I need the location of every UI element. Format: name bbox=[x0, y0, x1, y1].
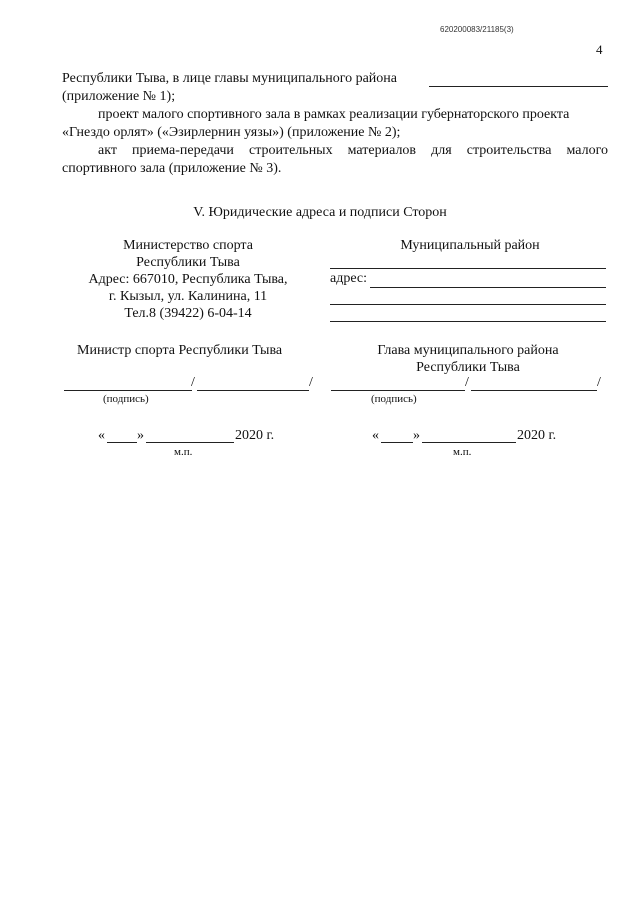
signature-line bbox=[64, 390, 192, 391]
right-party-name: Муниципальный район bbox=[400, 238, 540, 253]
right-party-address-label: адрес: bbox=[330, 271, 368, 286]
left-party-phone: Тел.8 (39422) 6-04-14 bbox=[124, 306, 252, 321]
blank-line bbox=[429, 86, 608, 87]
blank-line bbox=[330, 268, 606, 269]
blank-line bbox=[330, 304, 606, 305]
signature-slash: / bbox=[597, 375, 601, 390]
body-line-5: акт приема-передачи строительных материалов для строительства малого bbox=[98, 143, 608, 158]
seal-label: м.п. bbox=[174, 446, 193, 458]
date-close-quote: » bbox=[413, 428, 420, 443]
page-number: 4 bbox=[596, 42, 603, 57]
date-day-line bbox=[381, 442, 413, 443]
signature-slash: / bbox=[309, 375, 313, 390]
date-day-line bbox=[107, 442, 137, 443]
body-line-4: «Гнездо орлят» («Эзирлернин уязы») (приложение № 2); bbox=[62, 125, 401, 140]
body-line-2: (приложение № 1); bbox=[62, 89, 176, 104]
date-open-quote: « bbox=[372, 428, 379, 443]
body-line-3: проект малого спортивного зала в рамках реализации губернаторского проекта bbox=[98, 107, 570, 122]
body-line-6: спортивного зала (приложение № 3). bbox=[62, 161, 282, 176]
date-month-line bbox=[422, 442, 516, 443]
left-party-address-2: г. Кызыл, ул. Калинина, 11 bbox=[108, 289, 268, 304]
blank-line bbox=[370, 287, 606, 288]
date-month-line bbox=[146, 442, 234, 443]
signature-caption: (подпись) bbox=[371, 393, 417, 405]
signature-name-line bbox=[471, 390, 597, 391]
section-title: V. Юридические адреса и подписи Сторон bbox=[193, 205, 447, 220]
date-year: 2020 г. bbox=[235, 428, 275, 443]
left-signatory: Министр спорта Республики Тыва bbox=[77, 343, 283, 358]
document-id: 620200083/21185(3) bbox=[440, 25, 514, 34]
signature-slash: / bbox=[191, 375, 195, 390]
body-line-1: Республики Тыва, в лице главы муниципального района bbox=[62, 71, 398, 86]
right-signatory-2: Республики Тыва bbox=[416, 360, 520, 375]
left-party-name-2: Республики Тыва bbox=[136, 255, 240, 270]
left-party-address-1: Адрес: 667010, Республика Тыва, bbox=[88, 272, 288, 287]
date-close-quote: » bbox=[137, 428, 144, 443]
date-year: 2020 г. bbox=[517, 428, 557, 443]
signature-line bbox=[331, 390, 465, 391]
right-signatory-1: Глава муниципального района bbox=[377, 343, 559, 358]
date-open-quote: « bbox=[98, 428, 105, 443]
left-party-name-1: Министерство спорта bbox=[123, 238, 253, 253]
seal-label: м.п. bbox=[453, 446, 472, 458]
blank-line bbox=[330, 321, 606, 322]
signature-name-line bbox=[197, 390, 309, 391]
signature-caption: (подпись) bbox=[103, 393, 149, 405]
signature-slash: / bbox=[465, 375, 469, 390]
